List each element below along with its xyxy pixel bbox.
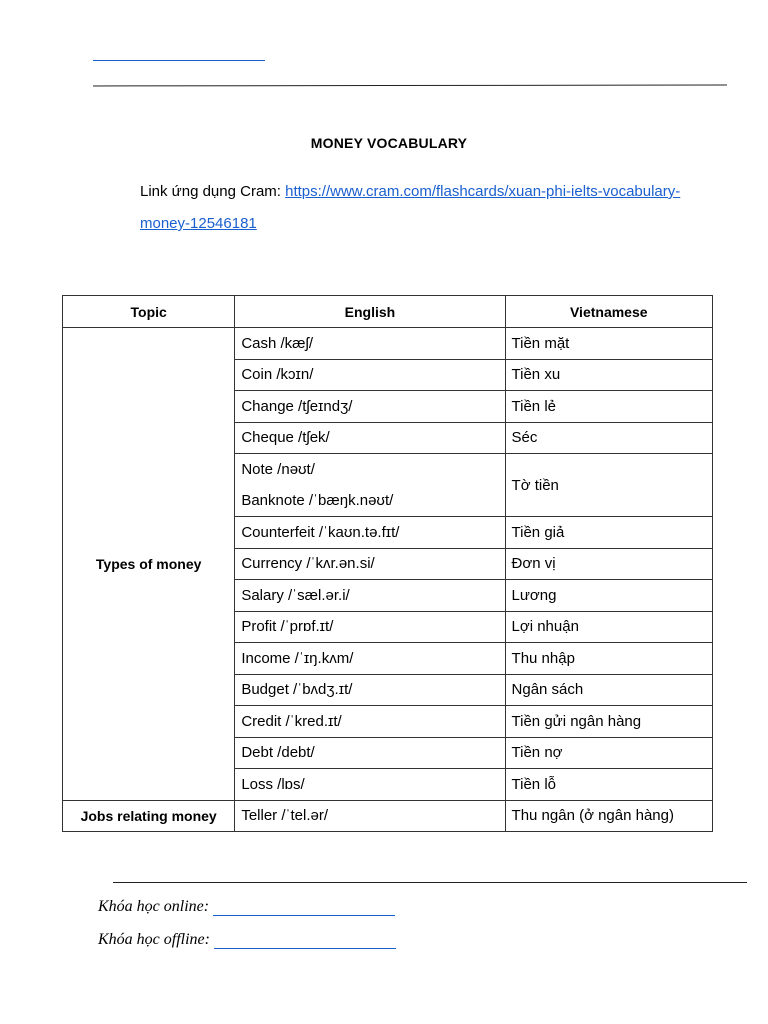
vietnamese-cell: Tiền gửi ngân hàng: [505, 706, 712, 738]
table-row: [63, 328, 713, 360]
vietnamese-cell: Thu ngân (ở ngân hàng): [505, 800, 712, 832]
vietnamese-cell: Séc: [505, 422, 712, 454]
offline-course-label: Khóa học offline:: [98, 931, 214, 948]
english-cell: Counterfeit /ˈkaʊn.tə.fɪt/: [235, 517, 505, 549]
english-cell: [235, 454, 505, 517]
topic-cell: Types of money: [63, 328, 235, 801]
english-cell: Budget /ˈbʌdʒ.ɪt/: [235, 674, 505, 706]
english-cell: Teller /ˈtel.ər/: [235, 800, 505, 832]
footer-online: [98, 897, 395, 916]
english-term: Note /nəʊt/: [241, 461, 315, 478]
table-header-row: [63, 296, 713, 328]
english-cell: Change /tʃeɪndʒ/: [235, 391, 505, 423]
vietnamese-cell: Lợi nhuận: [505, 611, 712, 643]
table-row: [63, 800, 713, 832]
cram-link[interactable]: https://www.cram.com/flashcards/xuan-phi-ielts-vocabulary-money-12546181: [140, 183, 681, 232]
english-cell: Coin /kɔɪn/: [235, 359, 505, 391]
vietnamese-cell: Tiền giả: [505, 517, 712, 549]
english-cell: Income /ˈɪŋ.kʌm/: [235, 643, 505, 675]
vocabulary-table: [62, 295, 713, 832]
header-link-underline[interactable]: [93, 60, 265, 61]
intro-paragraph: [140, 176, 700, 240]
header-english: English: [235, 296, 505, 328]
intro-label: Link ứng dụng Cram:: [140, 183, 286, 200]
footer-rule: [113, 882, 747, 883]
header-rule: [93, 85, 727, 87]
english-cell: Cheque /tʃek/: [235, 422, 505, 454]
vietnamese-cell: Tiền lẻ: [505, 391, 712, 423]
online-course-label: Khóa học online:: [98, 898, 214, 915]
english-cell: Credit /ˈkred.ɪt/: [235, 706, 505, 738]
vietnamese-cell: Tiền mặt: [505, 328, 712, 360]
topic-cell: Jobs relating money: [63, 800, 235, 832]
vietnamese-cell: Tiền xu: [505, 359, 712, 391]
header-vietnamese: Vietnamese: [505, 296, 712, 328]
offline-course-link[interactable]: [214, 930, 396, 949]
vietnamese-cell: Đơn vị: [505, 548, 712, 580]
vietnamese-cell: Tiền nợ: [505, 737, 712, 769]
online-course-link[interactable]: [213, 897, 395, 916]
english-term: Banknote /ˈbæŋk.nəʊt/: [241, 492, 394, 509]
english-cell: Profit /ˈprɒf.ɪt/: [235, 611, 505, 643]
english-cell: Cash /kæʃ/: [235, 328, 505, 360]
english-cell: Debt /debt/: [235, 737, 505, 769]
vietnamese-cell: Ngân sách: [505, 674, 712, 706]
vietnamese-cell: Thu nhập: [505, 643, 712, 675]
english-cell: Loss /lɒs/: [235, 769, 505, 801]
vietnamese-cell: Lương: [505, 580, 712, 612]
header-topic: Topic: [63, 296, 235, 328]
footer-offline: [98, 930, 396, 949]
english-cell: Salary /ˈsæl.ər.i/: [235, 580, 505, 612]
page-title: MONEY VOCABULARY: [310, 135, 468, 151]
english-cell: Currency /ˈkʌr.ən.si/: [235, 548, 505, 580]
vietnamese-cell: Tờ tiền: [505, 454, 712, 517]
vietnamese-cell: Tiền lỗ: [505, 769, 712, 801]
